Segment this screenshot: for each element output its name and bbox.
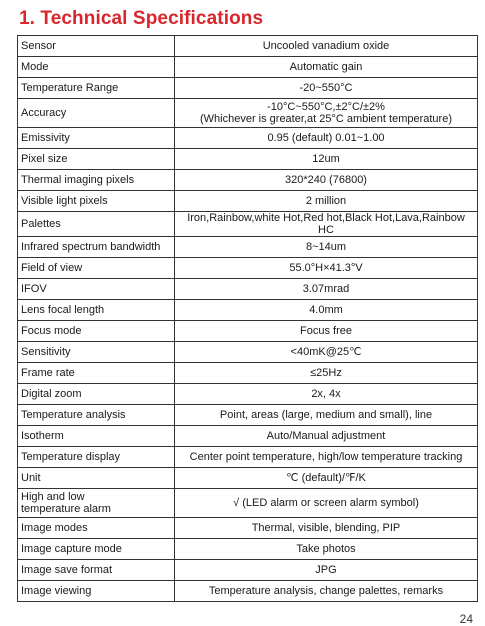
spec-value: Take photos — [175, 539, 478, 560]
table-row — [18, 57, 478, 78]
spec-value: -10°C~550°C,±2°C/±2% (Whichever is greater,at 25°C ambient temperature) — [175, 99, 478, 128]
table-row — [18, 237, 478, 258]
table-row — [18, 321, 478, 342]
table-row — [18, 258, 478, 279]
spec-value: <40mK@25℃ — [175, 342, 478, 363]
spec-label: Temperature analysis — [18, 405, 175, 426]
spec-label: Lens focal length — [18, 300, 175, 321]
table-row — [18, 99, 478, 128]
spec-label: Isotherm — [18, 426, 175, 447]
spec-value: ≤25Hz — [175, 363, 478, 384]
spec-label: Mode — [18, 57, 175, 78]
spec-label: Thermal imaging pixels — [18, 170, 175, 191]
table-row — [18, 170, 478, 191]
table-row — [18, 279, 478, 300]
spec-value: 4.0mm — [175, 300, 478, 321]
spec-value: 8~14um — [175, 237, 478, 258]
spec-value: 2x, 4x — [175, 384, 478, 405]
table-row — [18, 149, 478, 170]
spec-label: Emissivity — [18, 128, 175, 149]
spec-value: 12um — [175, 149, 478, 170]
spec-label: Focus mode — [18, 321, 175, 342]
table-row — [18, 405, 478, 426]
spec-label: Sensitivity — [18, 342, 175, 363]
spec-value: Point, areas (large, medium and small), line — [175, 405, 478, 426]
spec-value: JPG — [175, 560, 478, 581]
spec-value: Thermal, visible, blending, PIP — [175, 518, 478, 539]
spec-value: Iron,Rainbow,white Hot,Red hot,Black Hot,Lava,Rainbow HC — [175, 212, 478, 237]
spec-label: Image modes — [18, 518, 175, 539]
table-row — [18, 447, 478, 468]
spec-value: Temperature analysis, change palettes, remarks — [175, 581, 478, 602]
table-row — [18, 212, 478, 237]
page-number: 24 — [459, 612, 473, 626]
spec-value: -20~550°C — [175, 78, 478, 99]
specifications-table — [17, 35, 478, 602]
spec-label: Infrared spectrum bandwidth — [18, 237, 175, 258]
table-row — [18, 468, 478, 489]
table-row — [18, 342, 478, 363]
spec-value: ℃ (default)/℉/K — [175, 468, 478, 489]
table-row — [18, 36, 478, 57]
spec-label: Frame rate — [18, 363, 175, 384]
spec-label: Digital zoom — [18, 384, 175, 405]
spec-value: 2 million — [175, 191, 478, 212]
spec-value: 3.07mrad — [175, 279, 478, 300]
spec-value: 55.0°H×41.3°V — [175, 258, 478, 279]
table-row — [18, 560, 478, 581]
spec-label: Temperature Range — [18, 78, 175, 99]
spec-label: Image viewing — [18, 581, 175, 602]
spec-label: Image save format — [18, 560, 175, 581]
spec-value: 0.95 (default) 0.01~1.00 — [175, 128, 478, 149]
specifications-table-body — [18, 36, 478, 602]
spec-label: Unit — [18, 468, 175, 489]
section-heading: 1. Technical Specifications — [19, 8, 264, 29]
table-row — [18, 489, 478, 518]
spec-value: Center point temperature, high/low temperature tracking — [175, 447, 478, 468]
spec-value: Uncooled vanadium oxide — [175, 36, 478, 57]
spec-label: Field of view — [18, 258, 175, 279]
table-row — [18, 581, 478, 602]
spec-label: Visible light pixels — [18, 191, 175, 212]
table-row — [18, 128, 478, 149]
table-row — [18, 78, 478, 99]
spec-value: √ (LED alarm or screen alarm symbol) — [175, 489, 478, 518]
spec-value: 320*240 (76800) — [175, 170, 478, 191]
table-row — [18, 426, 478, 447]
spec-value: Auto/Manual adjustment — [175, 426, 478, 447]
spec-label: Temperature display — [18, 447, 175, 468]
spec-label: Pixel size — [18, 149, 175, 170]
table-row — [18, 363, 478, 384]
spec-label: Accuracy — [18, 99, 175, 128]
spec-label: Image capture mode — [18, 539, 175, 560]
spec-label: High and low temperature alarm — [18, 489, 175, 518]
table-row — [18, 539, 478, 560]
spec-label: IFOV — [18, 279, 175, 300]
spec-value: Focus free — [175, 321, 478, 342]
table-row — [18, 300, 478, 321]
table-row — [18, 384, 478, 405]
table-row — [18, 518, 478, 539]
spec-label: Sensor — [18, 36, 175, 57]
table-row — [18, 191, 478, 212]
spec-label: Palettes — [18, 212, 175, 237]
spec-value: Automatic gain — [175, 57, 478, 78]
